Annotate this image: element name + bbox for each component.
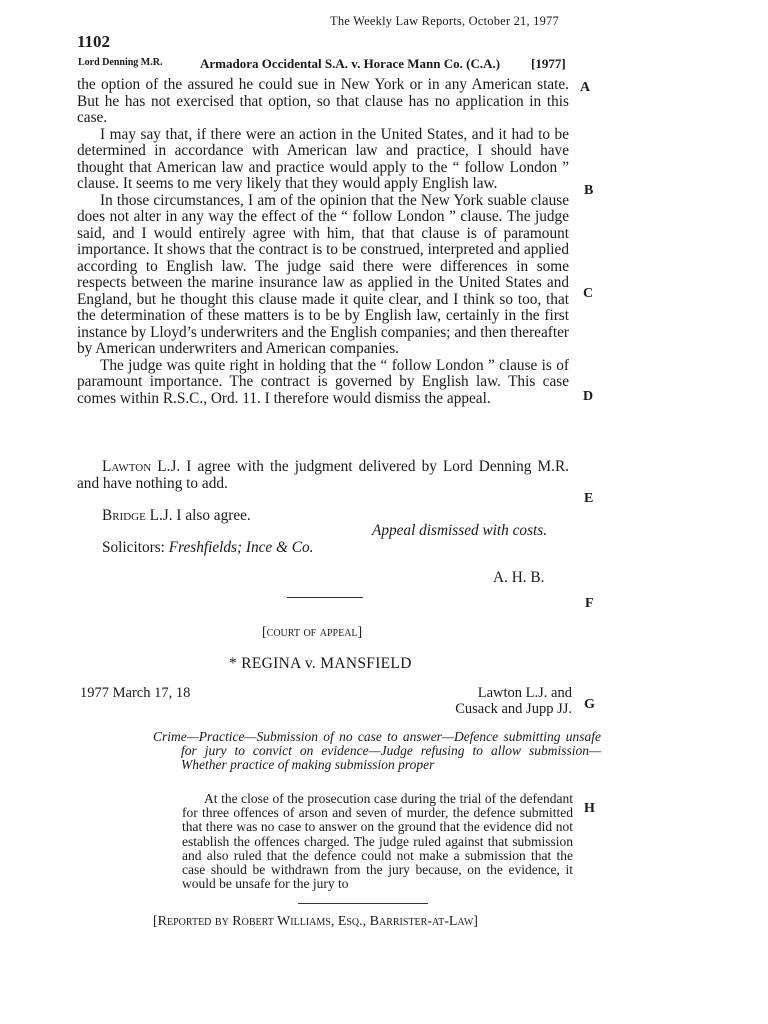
case-title: * REGINA v. MANSFIELD — [229, 655, 412, 672]
judge-name: Bridge — [102, 507, 146, 524]
solicitors-names: Freshfields; Ince & Co. — [168, 539, 314, 556]
margin-letter-d: D — [583, 389, 594, 404]
coram-line: Cusack and Jupp JJ. — [455, 701, 572, 717]
header-year: [1977] — [531, 56, 566, 71]
reported-by: [Reported by Robert Williams, Esq., Barrister-at-Law] — [153, 914, 478, 929]
footer-divider — [298, 903, 428, 904]
header-case-title: Armadora Occidental S.A. v. Horace Mann Co. (C.A.) — [200, 56, 501, 71]
judgment-text: L.J. I also agree. — [145, 507, 251, 524]
paragraph: The judge was quite right in holding that the “ follow London ” clause is of paramount importance. The contract is governed by English law. This case comes within R.S.C., Ord. 11. I therefore would dismiss the appeal. — [77, 356, 569, 407]
margin-letter-f: F — [585, 596, 594, 611]
paragraph: the option of the assured he could sue in New York or in any American state. But he has not exercised that option, so that clause has no application in this case. — [77, 76, 569, 126]
header-judge: Lord Denning M.R. — [78, 57, 163, 68]
judgment-lawton — [77, 458, 569, 492]
appeal-result: Appeal dismissed with costs. — [372, 522, 548, 539]
coram — [432, 685, 572, 717]
section-divider — [287, 597, 363, 598]
hearing-date: 1977 March 17, 18 — [80, 685, 191, 701]
margin-letter-h: H — [584, 801, 595, 816]
paragraph: I may say that, if there were an action in the United States, and it had to be determined in accordance with American law and practice, I should have thought that American law and practice would apply to the “ follow London ” clause. It seems to me very likely that they would apply English law. — [77, 125, 569, 192]
paragraph: In those circumstances, I am of the opinion that the New York suable clause does not alter in any way the effect of the “ follow London ” clause. The judge said, and I would entirely agree with him, that that clause is of paramount importance. It shows that the contract is to be construed, interpreted and applied according to English law. The judge said there were differences in some respects between the marine insurance law as applied in the United States and England, but he thought this clause made it quite clear, and I think so too, that the determination of these matters is to be by English law, certainly in the first instance by Lloyd’s underwriters and the English companies; and then thereafter by American underwriters and American companies. — [77, 191, 569, 357]
solicitors-label: Solicitors: — [102, 539, 169, 556]
margin-letter-e: E — [584, 491, 594, 506]
headnote-body: At the close of the prosecution case during the trial of the defendant for three offences of arson and seven of murder, the defence submitted that there was no case to answer on the ground that the evidence did not establish the offences charged. The judge ruled against that submission and also ruled that the defence could not make a submission that the case should be withdrawn from the jury because, on the evidence, it would be unsafe for the jury to — [182, 791, 573, 892]
running-head: The Weekly Law Reports, October 21, 1977 — [330, 14, 559, 28]
margin-letter-a: A — [580, 80, 591, 95]
margin-letter-b: B — [584, 183, 594, 198]
margin-letter-c: C — [583, 286, 594, 301]
coram-line: Lawton L.J. and — [477, 685, 572, 701]
headnote-catchwords: Crime—Practice—Submission of no case to answer—Defence submitting unsafe for jury to convict on evidence—Judge refusing to allow submission—Whether practice of making submission proper — [153, 729, 601, 772]
page-number: 1102 — [77, 32, 111, 51]
margin-letter-g: G — [584, 697, 595, 712]
judge-name: Lawton — [102, 458, 152, 475]
reporter-initials: A. H. B. — [493, 569, 545, 586]
judgment-body — [77, 77, 569, 407]
court-label: [court of appeal] — [262, 625, 363, 640]
judgment-bridge — [102, 507, 251, 525]
judgment-text: L.J. I agree with the judgment delivered by Lord Denning M.R. and have nothing to add. — [77, 458, 569, 492]
solicitors-line — [102, 539, 313, 557]
